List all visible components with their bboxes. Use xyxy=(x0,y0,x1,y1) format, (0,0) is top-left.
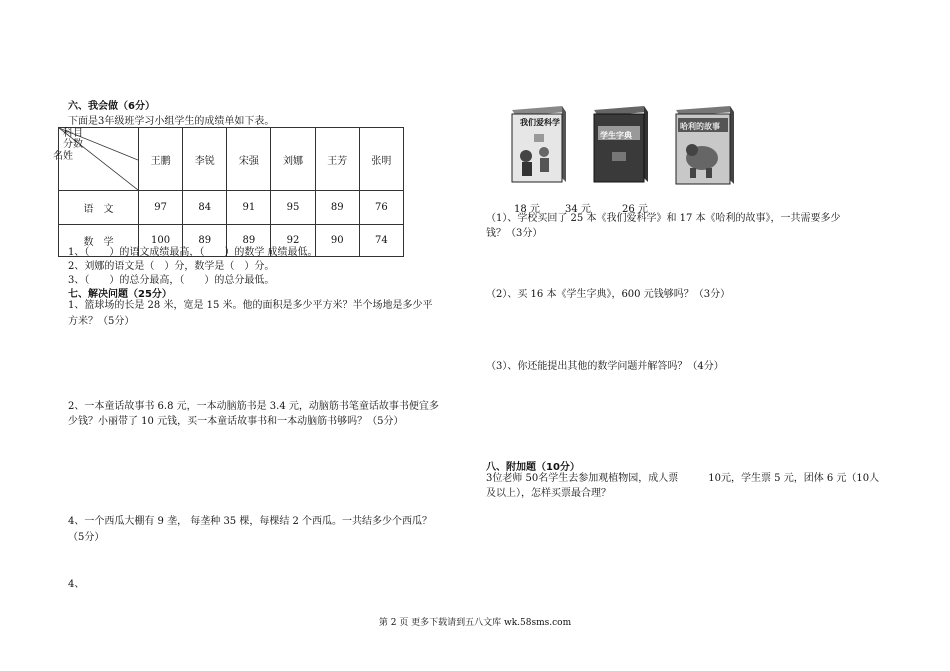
question-r2: （2）、买 16 本《学生字典》，600 元钱够吗？（3分） xyxy=(486,289,731,300)
book-price: 26 元 xyxy=(622,204,648,215)
question-7-2-line2: 少钱？小丽带了 10 元钱，买一本童话故事书和一本动脑筋书够吗？（5分） xyxy=(68,416,404,427)
question-7-4b: 4、 xyxy=(68,579,85,590)
table-corner-cell xyxy=(53,128,139,191)
question-7-4-line2: （5分） xyxy=(68,532,105,543)
book-title: 我们爱科学 xyxy=(520,118,560,127)
table-cell: 76 xyxy=(359,191,403,225)
question-r1-line2: 钱？（3分） xyxy=(486,228,543,239)
table-header-name: 王芳 xyxy=(315,128,359,191)
question-7-2-line1: 2、一本童话故事书 6.8 元，一本动脑筋书是 3.4 元，动脑筋书笔童话故事书便宜多 xyxy=(68,401,439,412)
book-title: 哈利的故事 xyxy=(680,122,720,131)
corner-label-subject: 科目 xyxy=(63,128,83,139)
question-r3: （3）、你还能提出其他的数学问题并解答吗？（4分） xyxy=(486,361,724,372)
table-row xyxy=(59,191,404,225)
table-header-name: 刘娜 xyxy=(271,128,315,191)
table-header-name: 李锐 xyxy=(183,128,227,191)
table-header-name: 宋强 xyxy=(227,128,271,191)
table-row-subject: 数 学 xyxy=(59,225,139,257)
book-science xyxy=(508,104,570,186)
table-cell: 92 xyxy=(271,225,315,257)
corner-label-name: 名姓 xyxy=(53,151,73,162)
table-cell: 97 xyxy=(139,191,183,225)
book-harry-story xyxy=(672,104,738,188)
question-6-2: 2、刘娜的语文是（ ）分，数学是（ ）分。 xyxy=(68,261,275,272)
table-cell: 74 xyxy=(359,225,403,257)
question-8-line1: 3位老师 50名学生去参加观植物园，成人票 10元，学生票 5 元，团体 6 元（10人 xyxy=(486,473,880,484)
book-price: 34 元 xyxy=(565,204,591,215)
table-header-name: 张明 xyxy=(359,128,403,191)
question-r1-line1: （1）、学校买回了 25 本《我们爱科学》和 17 本《哈利的故事》，一共需要多少 xyxy=(486,213,841,224)
table-row-subject: 语 文 xyxy=(59,191,139,225)
table-header-name: 王鹏 xyxy=(139,128,183,191)
section7-title: 七、解决问题（25分） xyxy=(68,289,172,300)
score-table xyxy=(53,127,404,257)
question-7-4-line1: 4、一个西瓜大棚有 9 垄， 每垄种 35 棵，每棵结 2 个西瓜。一共结多少个西瓜？ xyxy=(68,516,433,527)
table-cell: 84 xyxy=(183,191,227,225)
book-price: 18 元 xyxy=(514,204,540,215)
table-cell: 100 xyxy=(139,225,183,257)
question-6-3: 3、（ ）的总分最高，（ ）的总分最低。 xyxy=(68,275,275,286)
corner-label-score: 分数 xyxy=(63,139,83,150)
book-title: 学生字典 xyxy=(600,131,632,140)
table-cell: 90 xyxy=(315,225,359,257)
page-footer: 第 2 页 更多下载请到五八文库 wk.58sms.com xyxy=(378,618,572,628)
table-cell: 89 xyxy=(227,225,271,257)
section8-title: 八、附加题（10分） xyxy=(486,462,580,473)
table-cell: 95 xyxy=(271,191,315,225)
section6-title: 六、我会做（6分） xyxy=(68,101,155,112)
question-6-1: 1、（ ）的语文成绩最高，（ ）的数学 成绩最低。 xyxy=(68,247,318,258)
question-7-1-line1: 1、篮球场的长是 28 米，宽是 15 米。他的面积是多少平方米？半个场地是多少平 xyxy=(68,300,433,311)
question-7-1-line2: 方米？（5分） xyxy=(68,316,135,327)
table-cell: 89 xyxy=(315,191,359,225)
table-header-row xyxy=(59,128,404,191)
section6-intro: 下面是3年级班学习小组学生的成绩单如下表。 xyxy=(68,116,275,127)
table-cell: 91 xyxy=(227,191,271,225)
table-cell: 89 xyxy=(183,225,227,257)
question-8-line2: 及以上），怎样买票最合理？ xyxy=(486,488,611,499)
book-dictionary xyxy=(590,104,652,186)
